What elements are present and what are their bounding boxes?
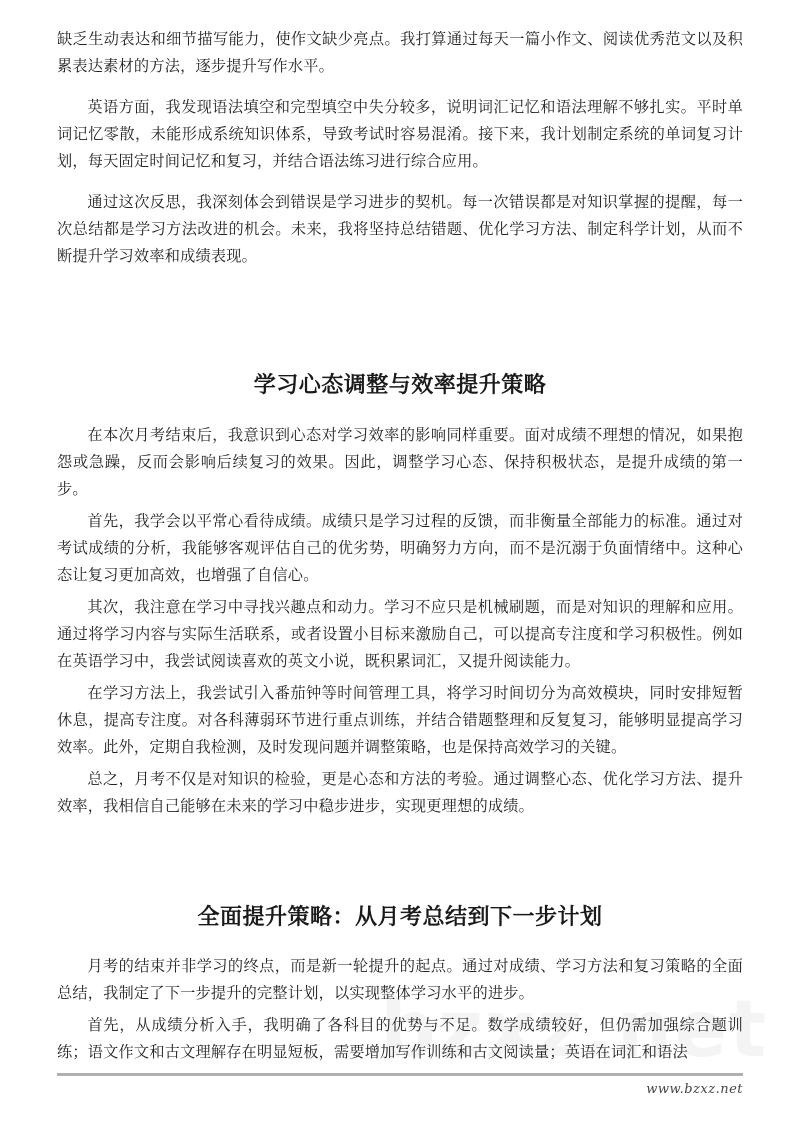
paragraph: 其次，我注意在学习中寻找兴趣点和动力。学习不应只是机械刷题，而是对知识的理解和应用。通过将学习内容与实际生活联系，或者设置小目标来激励自己，可以提高专注度和学习积极性。例如在英语学习中，我尝试阅读喜欢的英文小说，既积累词汇，又提升阅读能力。 [57,598,743,670]
paragraph: 首先，从成绩分析入手，我明确了各科目的优势与不足。数学成绩较好，但仍需加强综合题训练；语文作文和古文理解存在明显短板，需要增加写作训练和古文阅读量；英语在词汇和语法 [57,1016,743,1061]
paragraph: 在本次月考结束后，我意识到心态对学习效率的影响同样重要。面对成绩不理想的情况，如果抱怨或急躁，反而会影响后续复习的效果。因此，调整学习心态、保持积极状态，是提升成绩的第一步。 [57,426,743,498]
paragraph: 首先，我学会以平常心看待成绩。成绩只是学习过程的反馈，而非衡量全部能力的标准。通过对考试成绩的分析，我能够客观评估自己的优劣势，明确努力方向，而不是沉溺于负面情绪中。这种心态让复习更加高效，也增强了自信心。 [57,512,743,584]
footer-site-url: www.bzxz.net [646,1082,743,1097]
paragraph: 缺乏生动表达和细节描写能力，使作文缺少亮点。我打算通过每天一篇小作文、阅读优秀范文以及积累表达素材的方法，逐步提升写作水平。 [57,30,743,75]
section-heading: 全面提升策略：从月考总结到下一步计划 [197,905,603,930]
paragraph: 通过这次反思，我深刻体会到错误是学习进步的契机。每一次错误都是对知识掌握的提醒，每一次总结都是学习方法改进的机会。未来，我将坚持总结错题、优化学习方法、制定科学计划，从而不断提升学习效率和成绩表现。 [57,193,743,265]
paragraph: 总之，月考不仅是对知识的检验，更是心态和方法的考验。通过调整心态、优化学习方法、提升效率，我相信自己能够在未来的学习中稳步进步，实现更理想的成绩。 [57,770,743,815]
paragraph: 英语方面，我发现语法填空和完型填空中失分较多，说明词汇记忆和语法理解不够扎实。平时单词记忆零散，未能形成系统知识体系，导致考试时容易混淆。接下来，我计划制定系统的单词复习计划，每天固定时间记忆和复习，并结合语法练习进行综合应用。 [57,98,743,170]
paragraph: 在学习方法上，我尝试引入番茄钟等时间管理工具，将学习时间切分为高效模块，同时安排短暂休息，提高专注度。对各科薄弱环节进行重点训练，并结合错题整理和反复复习，能够明显提高学习效率。此外，定期自我检测，及时发现问题并调整策略，也是保持高效学习的关键。 [57,684,743,756]
footer-divider [57,1073,743,1076]
section-heading: 学习心态调整与效率提升策略 [253,373,547,398]
paragraph: 月考的结束并非学习的终点，而是新一轮提升的起点。通过对成绩、学习方法和复习策略的全面总结，我制定了下一步提升的完整计划，以实现整体学习水平的进步。 [57,957,743,1002]
